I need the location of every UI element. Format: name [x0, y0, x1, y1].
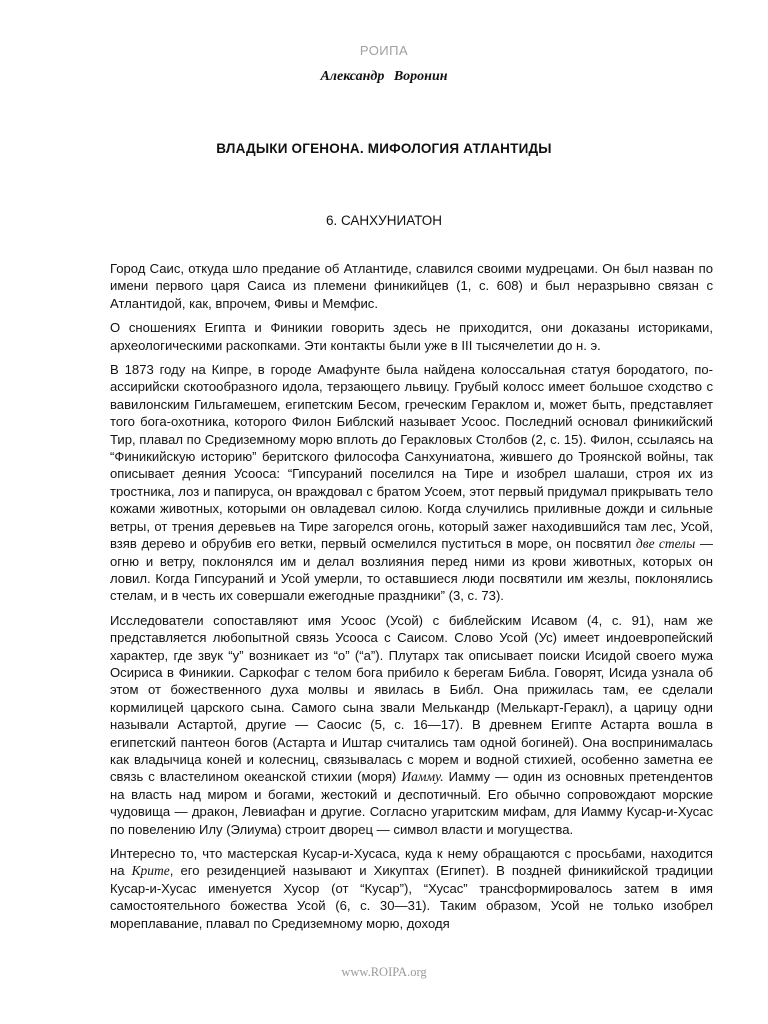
author-name: Александр Воронин: [320, 69, 448, 84]
book-title: ВЛАДЫКИ ОГЕНОНА. МИФОЛОГИЯ АТЛАНТИДЫ: [216, 141, 552, 156]
paragraph: [110, 612, 713, 838]
paragraph: [110, 260, 713, 312]
header-brand: РОИПА: [359, 43, 409, 58]
emphasis-text: две стелы: [635, 536, 696, 552]
paragraph: [110, 361, 713, 605]
paragraph-text: , его резиденцией называют и Хикуптах (Египет). В поздней финикийской традиции Кусар-и-Хусас именуется Хусор (от “Кусар”), “Хусас” трансформировалось затем в имя самостоятельного божества Усой (6, с. 30—31). Таким образом, Усой не только изобрел мореплавание, плавал по Средиземному морю, доходя: [110, 863, 714, 931]
paragraph: [110, 319, 713, 354]
paragraph: [110, 845, 713, 932]
chapter-heading: 6. САНХУНИАТОН: [325, 213, 443, 228]
footer-url: www.ROIPA.org: [341, 965, 427, 979]
emphasis-text: Иамму.: [401, 769, 444, 785]
paragraph-text: Исследователи сопоставляют имя Усоос (Усой) с библейским Исавом (4, с. 91), нам же представляется любопытной связь Усооса с Саисом. Слово Усой (Ус) имеет индоевропейский характер, где звук “у” возникает из “о” (“а”). Плутарх так описывает поиски Исидой своего мужа Осириса в Финикии. Саркофаг с телом бога прибило к берегам Библа. Говорят, Исида узнала об этом от божественного духа молвы и явилась в Библ. Она прижилась там, ее сделали кормилицей царского сына. Самого сына звали Мелькандр (Мелькарт-Геракл), а царицу одни называли Астартой, другие — Саосис (5, с. 16—17). В древнем Египте Астарта вошла в египетский пантеон богов (Астарта и Иштар считались там одной богиней). Она воспринималась как владычица коней и колесниц, связывалась с морем и водной стихией, особенно заметна ее связь с властелином океанской стихии (моря): [110, 612, 713, 785]
emphasis-text: Крите: [131, 863, 170, 879]
body-text: [110, 260, 713, 939]
paragraph-text: О сношениях Египта и Финикии говорить здесь не приходится, они доказаны историками, археологическими раскопками. Эти контакты были уже в III тысячелетии до н. э.: [110, 320, 713, 353]
paragraph-text: Город Саис, откуда шло предание об Атлантиде, славился своими мудрецами. Он был назван по имени первого царя Саиса из племени финикийцев (1, с. 608) и был неразрывно связан с Атлантидой, как, впрочем, Фивы и Мемфис.: [110, 261, 713, 311]
paragraph-text: Интересно то, что мастерская Кусар-и-Хусаса, куда к нему обращаются с просьбами, находится на: [110, 846, 713, 879]
paragraph-text: Иамму — один из основных претендентов на власть над миром и богами, жестокий и деспотичный. Его обычно сопровождают морские чудовища — дракон, Левиафан и другие. Согласно угаритским мифам, для Иамму Кусар-и-Хусас по повелению Илу (Элиума) строит дворец — символ власти и могущества.: [110, 769, 714, 837]
paragraph-text: В 1873 году на Кипре, в городе Амафунте была найдена колоссальная статуя бородатого, по-ассирийски скотообразного идола, терзающего львицу. Грубый колосс имеет большое сходство с вавилонским Гильгамешем, египетским Бесом, греческим Гераклом и, может быть, представляет того бога-охотника, которого Филон Библский называет Усоос. Последний основал финикийский Тир, плавал по Средиземному морю вплоть до Геракловых Столбов (2, с. 15). Филон, ссылаясь на “Финикийскую историю” беритского философа Санхуниатона, жившего до Троянской войны, так описывает деяния Усооса: “Гипсураний поселился на Тире и изобрел шалаши, строя их из тростника, лоз и папируса, он враждовал с братом Усоем, этот первый придумал прикрывать тело кожами животных, которыми он овладевал силою. Когда случились приливные дожди и сильные ветры, от трения деревьев на Тире загорелся огонь, который зажег находившийся там лес, Усой, взяв дерево и обрубив его ветки, первый осмелился пуститься в море, он посвятил: [110, 362, 713, 552]
paragraph-text: — огню и ветру, поклонялся им и делал возлияния перед ними из крови животных, которых он ловил. Когда Гипсураний и Усой умерли, то оставшиеся люди посвятили им жезлы, поклонялись стелам, и в честь их совершали ежегодные праздники” (3, с. 73).: [110, 536, 714, 604]
